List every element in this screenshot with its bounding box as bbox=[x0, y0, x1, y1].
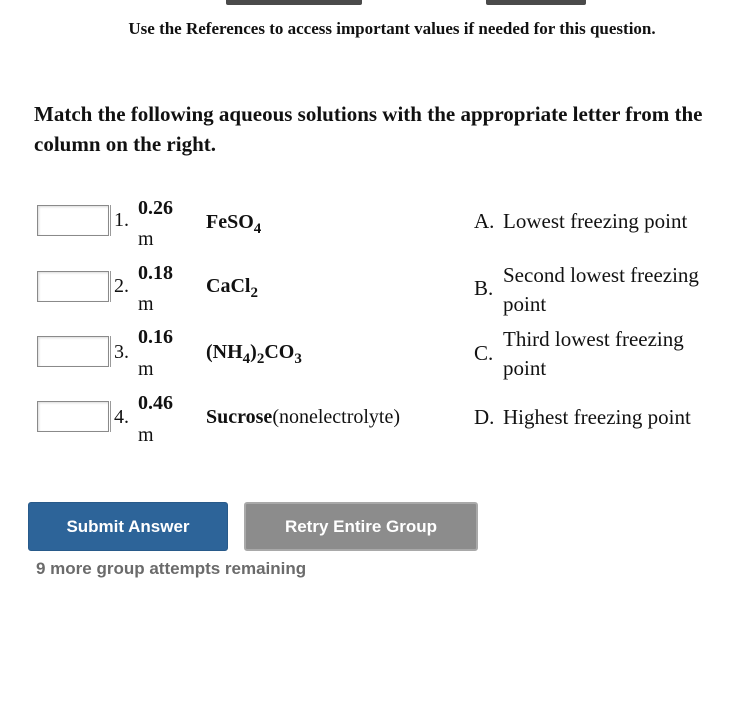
molality-unit: m bbox=[138, 424, 154, 446]
match-row-2 bbox=[0, 261, 750, 317]
option-text-c-line1: Third lowest freezing bbox=[503, 327, 684, 351]
option-text-d: Highest freezing point bbox=[503, 405, 691, 429]
molality-unit: m bbox=[138, 358, 154, 380]
compound-name: Sucrose bbox=[206, 406, 273, 428]
retry-entire-group-button[interactable]: Retry Entire Group bbox=[244, 502, 478, 551]
submit-answer-button[interactable]: Submit Answer bbox=[28, 502, 228, 551]
solution-compound bbox=[206, 406, 400, 429]
solution-concentration: 0.26 bbox=[138, 197, 173, 219]
solution-concentration: 0.46 bbox=[138, 392, 173, 414]
solution-compound: CaCl$_2$ bbox=[206, 275, 258, 301]
option-text-a: Lowest freezing point bbox=[503, 209, 688, 233]
molality-unit: m bbox=[138, 293, 154, 315]
option-text-c-line2: point bbox=[503, 356, 547, 380]
solution-concentration: 0.18 bbox=[138, 262, 173, 284]
solution-compound: FeSO$_4$ bbox=[206, 211, 262, 237]
option-letter-d: D. bbox=[474, 405, 495, 429]
references-tab-edge[interactable] bbox=[486, 0, 586, 5]
solution-number: 1. bbox=[114, 209, 129, 231]
match-row-1 bbox=[0, 196, 750, 252]
solution-concentration: 0.16 bbox=[138, 326, 173, 348]
review-topics-tab-edge[interactable] bbox=[226, 0, 362, 5]
solution-number: 3. bbox=[114, 341, 129, 363]
divider bbox=[110, 336, 111, 367]
option-letter-c: C. bbox=[474, 341, 494, 365]
answer-input-4[interactable] bbox=[37, 401, 109, 432]
answer-input-3[interactable] bbox=[37, 336, 109, 367]
compound-note: (nonelectrolyte) bbox=[272, 406, 401, 428]
option-letter-b: B. bbox=[474, 276, 494, 300]
divider bbox=[110, 401, 111, 432]
match-row-3 bbox=[0, 325, 750, 381]
match-row-4 bbox=[0, 391, 750, 447]
option-text-b-line1: Second lowest freezing bbox=[503, 263, 699, 287]
option-text-b-line2: point bbox=[503, 292, 547, 316]
references-note: Use the References to access important values if needed for this question. bbox=[128, 19, 656, 38]
top-toolbar-edge bbox=[0, 0, 750, 7]
divider bbox=[110, 205, 111, 236]
answer-input-1[interactable] bbox=[37, 205, 109, 236]
solution-compound: $(NH_4)_2CO_3$ bbox=[206, 341, 302, 367]
molality-unit: m bbox=[138, 228, 154, 250]
solution-number: 2. bbox=[114, 275, 129, 297]
divider bbox=[110, 271, 111, 302]
answer-input-2[interactable] bbox=[37, 271, 109, 302]
solution-number: 4. bbox=[114, 406, 129, 428]
option-letter-a: A. bbox=[474, 209, 495, 233]
attempts-remaining: 9 more group attempts remaining bbox=[36, 559, 307, 578]
question-prompt: Match the following aqueous solutions with the appropriate letter from the column on the right. bbox=[34, 102, 703, 156]
